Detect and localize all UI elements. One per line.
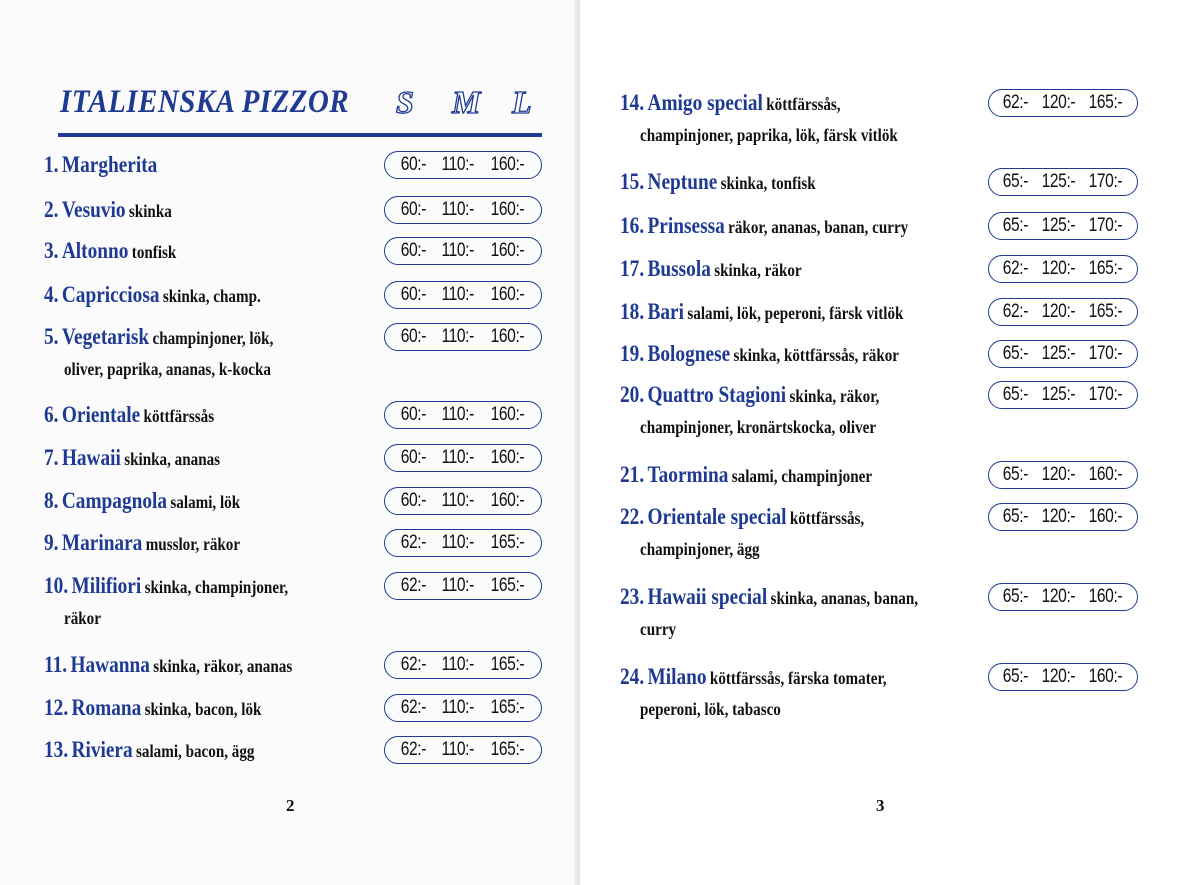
price-medium: 120:- (1041, 464, 1075, 485)
menu-item (44, 236, 202, 269)
price-large: 170:- (1088, 171, 1123, 192)
price-box (384, 323, 542, 351)
price-large: 160:- (491, 240, 525, 261)
pizza-ingredients: salami, lök, peperoni, färsk vitlök (687, 303, 904, 323)
size-label-medium: M (452, 84, 481, 120)
pizza-ingredients: skinka, räkor, (789, 386, 880, 406)
menu-item-line (620, 211, 963, 244)
pizza-ingredients: skinka (128, 201, 172, 221)
price-medium: 125:- (1041, 171, 1075, 192)
price-box (988, 89, 1138, 117)
price-small: 62:- (400, 575, 426, 596)
item-number: 24. (620, 664, 645, 689)
pizza-ingredients: champinjoner, lök, (152, 328, 274, 348)
item-number: 21. (620, 462, 645, 487)
pizza-name: Margherita (61, 152, 158, 177)
pizza-name: Riviera (71, 737, 133, 762)
price-small: 60:- (400, 199, 426, 220)
price-large: 165:- (1088, 258, 1123, 279)
price-small: 62:- (1003, 258, 1029, 279)
pizza-ingredients-continued: champinjoner, kronärtskocka, oliver (640, 417, 877, 437)
menu-item-line (44, 195, 196, 228)
price-medium: 110:- (441, 199, 475, 220)
pizza-ingredients: köttfärssås, färska tomater, (709, 668, 887, 688)
price-box (384, 444, 542, 472)
price-medium: 120:- (1041, 301, 1075, 322)
price-box (384, 572, 542, 600)
item-number: 20. (620, 382, 645, 407)
price-box (384, 487, 542, 515)
price-medium: 110:- (441, 447, 475, 468)
pizza-name: Milano (647, 664, 707, 689)
menu-item-line (44, 650, 339, 683)
pizza-ingredients: skinka, räkor (714, 260, 802, 280)
item-number: 23. (620, 584, 645, 609)
price-box (988, 298, 1138, 326)
menu-item (44, 150, 179, 183)
price-large: 160:- (1088, 666, 1123, 687)
price-large: 160:- (491, 199, 525, 220)
pizza-ingredients: räkor, ananas, banan, curry (728, 217, 909, 237)
menu-item-line (44, 236, 202, 269)
menu-item-text (620, 297, 903, 330)
pizza-name: Hawanna (70, 652, 150, 677)
item-number: 11. (44, 652, 68, 677)
price-box (988, 583, 1138, 611)
price-box (384, 694, 542, 722)
price-large: 160:- (491, 326, 525, 347)
price-medium: 110:- (441, 697, 475, 718)
menu-item (44, 735, 295, 768)
menu-item-line (44, 571, 335, 604)
pizza-ingredients-continued: peperoni, lök, tabasco (640, 699, 781, 719)
price-small: 60:- (400, 154, 426, 175)
price-small: 62:- (400, 739, 426, 760)
price-large: 160:- (491, 447, 525, 468)
price-large: 165:- (491, 654, 525, 675)
pizza-name: Taormina (647, 462, 729, 487)
item-number: 9. (44, 530, 59, 555)
item-number: 15. (620, 169, 645, 194)
pizza-name: Bolognese (647, 341, 731, 366)
pizza-name: Campagnola (61, 488, 168, 513)
pizza-name: Hawaii (61, 445, 121, 470)
pizza-ingredients-continued: champinjoner, ägg (640, 539, 760, 559)
heading-underline (58, 133, 542, 137)
price-large: 160:- (1088, 586, 1123, 607)
item-number: 10. (44, 573, 69, 598)
item-number: 18. (620, 299, 645, 324)
menu-item-line-continued (620, 695, 937, 725)
item-number: 13. (44, 737, 69, 762)
item-number: 17. (620, 256, 645, 281)
price-box (384, 651, 542, 679)
price-small: 65:- (1003, 506, 1029, 527)
pizza-ingredients: skinka, bacon, lök (144, 699, 262, 719)
price-medium: 110:- (441, 404, 475, 425)
price-box (384, 196, 542, 224)
menu-item-line-continued (44, 355, 317, 385)
pizza-ingredients: salami, champinjoner (731, 466, 873, 486)
price-medium: 120:- (1041, 506, 1075, 527)
size-label-large: L (512, 84, 532, 120)
item-number: 22. (620, 504, 645, 529)
menu-item-line (620, 460, 920, 493)
price-small: 65:- (1003, 343, 1029, 364)
price-medium: 110:- (441, 240, 475, 261)
menu-item (620, 582, 975, 645)
menu-item-line (44, 443, 254, 476)
item-number: 6. (44, 402, 59, 427)
menu-item-line (44, 150, 179, 183)
price-small: 65:- (1003, 171, 1029, 192)
pizza-ingredients: köttfärssås, (766, 94, 841, 114)
menu-item (620, 460, 920, 493)
price-small: 65:- (1003, 666, 1029, 687)
menu-item (620, 502, 911, 565)
menu-item-line (620, 254, 836, 287)
pizza-name: Orientale (61, 402, 141, 427)
section-title: ITALIENSKA PIZZOR (60, 84, 350, 120)
menu-item-line (44, 322, 317, 355)
menu-item-text (620, 167, 816, 200)
price-medium: 110:- (441, 654, 475, 675)
menu-item-line (620, 339, 952, 372)
pizza-name: Orientale special (647, 504, 787, 529)
pizza-name: Capricciosa (61, 282, 160, 307)
price-large: 165:- (1088, 92, 1123, 113)
price-small: 62:- (400, 532, 426, 553)
item-number: 1. (44, 152, 59, 177)
price-small: 65:- (1003, 464, 1029, 485)
price-large: 165:- (491, 532, 525, 553)
price-medium: 125:- (1041, 343, 1075, 364)
price-small: 65:- (1003, 586, 1029, 607)
price-large: 165:- (491, 739, 525, 760)
menu-item-text (620, 502, 864, 535)
menu-item-text (44, 735, 254, 768)
menu-item (620, 339, 952, 372)
menu-item (620, 380, 929, 443)
pizza-name: Romana (71, 695, 142, 720)
price-medium: 110:- (441, 284, 475, 305)
price-small: 65:- (1003, 215, 1029, 236)
price-box (988, 168, 1138, 196)
menu-item-text (620, 339, 899, 372)
menu-item-text (44, 571, 288, 604)
menu-item-line (44, 486, 278, 519)
menu-item-text (44, 322, 273, 355)
menu-item-text (44, 400, 214, 433)
pizza-name: Hawaii special (647, 584, 768, 609)
item-number: 16. (620, 213, 645, 238)
pizza-name: Altonno (61, 238, 129, 263)
item-number: 7. (44, 445, 59, 470)
price-box (988, 255, 1138, 283)
menu-item-line (44, 400, 247, 433)
menu-item-text (44, 236, 176, 269)
page-number-left: 2 (286, 796, 295, 815)
item-number: 14. (620, 90, 645, 115)
price-large: 160:- (491, 490, 525, 511)
pizza-name: Milifiori (71, 573, 142, 598)
price-large: 170:- (1088, 343, 1123, 364)
price-small: 60:- (400, 240, 426, 261)
pizza-name: Vesuvio (61, 197, 126, 222)
menu-item-line-continued (620, 121, 947, 151)
pizza-ingredients: köttfärssås (143, 406, 215, 426)
menu-item-text (44, 195, 172, 228)
price-large: 170:- (1088, 215, 1123, 236)
menu-item (44, 650, 339, 683)
pizza-ingredients-continued: räkor (64, 608, 101, 628)
price-large: 160:- (491, 404, 525, 425)
menu-item-text (620, 211, 908, 244)
price-medium: 110:- (441, 575, 475, 596)
price-box (988, 212, 1138, 240)
price-box (988, 381, 1138, 409)
pizza-name: Prinsessa (647, 213, 725, 238)
menu-item-text (620, 380, 879, 413)
pizza-ingredients: skinka, köttfärssås, räkor (733, 345, 900, 365)
menu-item (620, 297, 957, 330)
menu-item-line (620, 167, 853, 200)
menu-item (44, 443, 254, 476)
price-large: 160:- (1088, 464, 1123, 485)
pizza-ingredients-continued: curry (640, 619, 677, 639)
menu-item-line (620, 582, 975, 615)
menu-item-line (44, 528, 277, 561)
menu-item-text (44, 693, 261, 726)
price-large: 160:- (491, 154, 525, 175)
menu-item (44, 400, 247, 433)
menu-item-line (44, 735, 295, 768)
price-medium: 120:- (1041, 586, 1075, 607)
menu-item-line (620, 380, 929, 413)
size-label-small: S (396, 84, 414, 120)
menu-item (44, 195, 196, 228)
price-medium: 110:- (441, 154, 475, 175)
price-box (988, 663, 1138, 691)
menu-item-line (620, 297, 957, 330)
item-number: 4. (44, 282, 59, 307)
menu-item-text (44, 528, 240, 561)
price-small: 60:- (400, 447, 426, 468)
menu-item-line-continued (44, 604, 335, 634)
price-large: 165:- (491, 697, 525, 718)
price-box (384, 237, 542, 265)
menu-item-line (620, 662, 937, 695)
price-large: 165:- (491, 575, 525, 596)
pizza-ingredients: skinka, räkor, ananas (153, 656, 293, 676)
price-medium: 125:- (1041, 384, 1075, 405)
menu-item-line-continued (620, 413, 929, 443)
menu-item-line-continued (620, 615, 975, 645)
pizza-name: Vegetarisk (61, 324, 150, 349)
price-small: 62:- (1003, 92, 1029, 113)
left-page (0, 0, 580, 885)
item-number: 2. (44, 197, 59, 222)
pizza-name: Neptune (647, 169, 718, 194)
price-large: 160:- (1088, 506, 1123, 527)
menu-item-line (44, 693, 303, 726)
pizza-ingredients-continued: oliver, paprika, ananas, k-kocka (64, 359, 271, 379)
pizza-name: Bussola (647, 256, 711, 281)
menu-item (620, 88, 947, 151)
menu-item (44, 571, 335, 634)
pizza-ingredients: skinka, tonfisk (720, 173, 816, 193)
pizza-ingredients: köttfärssås, (789, 508, 865, 528)
pizza-name: Marinara (61, 530, 143, 555)
price-box (384, 736, 542, 764)
price-medium: 120:- (1041, 666, 1075, 687)
price-box (988, 340, 1138, 368)
menu-item-text (44, 443, 220, 476)
menu-item-text (44, 280, 261, 313)
menu-item-text (44, 150, 157, 183)
price-large: 160:- (491, 284, 525, 305)
menu-item (44, 322, 317, 385)
menu-item (44, 486, 278, 519)
menu-item (620, 254, 836, 287)
menu-item-text (620, 582, 918, 615)
price-large: 165:- (1088, 301, 1123, 322)
price-small: 60:- (400, 284, 426, 305)
item-number: 19. (620, 341, 645, 366)
price-medium: 110:- (441, 326, 475, 347)
menu-item-line (620, 502, 911, 535)
pizza-ingredients: skinka, champinjoner, (144, 577, 289, 597)
price-small: 60:- (400, 326, 426, 347)
price-medium: 120:- (1041, 258, 1075, 279)
pizza-ingredients: salami, lök (170, 492, 241, 512)
menu-item-text (44, 650, 292, 683)
price-small: 62:- (400, 654, 426, 675)
menu-item-text (620, 88, 841, 121)
price-small: 62:- (1003, 301, 1029, 322)
price-medium: 110:- (441, 532, 475, 553)
menu-item (620, 211, 963, 244)
menu-item (620, 662, 937, 725)
pizza-ingredients: skinka, champ. (162, 286, 261, 306)
pizza-ingredients: musslor, räkor (145, 534, 241, 554)
pizza-name: Amigo special (647, 90, 763, 115)
price-medium: 120:- (1041, 92, 1075, 113)
pizza-ingredients: tonfisk (131, 242, 177, 262)
menu-item-text (620, 460, 872, 493)
menu-item-text (620, 662, 887, 695)
price-box (988, 461, 1138, 489)
pizza-ingredients: skinka, ananas, banan, (770, 588, 919, 608)
price-small: 60:- (400, 404, 426, 425)
pizza-ingredients: salami, bacon, ägg (136, 741, 255, 761)
menu-item-line-continued (620, 535, 911, 565)
price-box (384, 529, 542, 557)
page-number-right: 3 (876, 796, 885, 815)
price-large: 170:- (1088, 384, 1123, 405)
menu-item (44, 693, 303, 726)
price-medium: 110:- (441, 490, 475, 511)
item-number: 12. (44, 695, 69, 720)
menu-item-text (44, 486, 240, 519)
price-box (384, 151, 542, 179)
price-box (384, 281, 542, 309)
price-small: 62:- (400, 697, 426, 718)
menu-item (44, 280, 302, 313)
item-number: 3. (44, 238, 59, 263)
price-medium: 125:- (1041, 215, 1075, 236)
item-number: 8. (44, 488, 59, 513)
price-box (384, 401, 542, 429)
pizza-ingredients-continued: champinjoner, paprika, lök, färsk vitlök (640, 125, 898, 145)
menu-item-text (620, 254, 802, 287)
price-box (988, 503, 1138, 531)
pizza-name: Bari (647, 299, 685, 324)
item-number: 5. (44, 324, 59, 349)
pizza-name: Quattro Stagioni (647, 382, 787, 407)
pizza-ingredients: skinka, ananas (124, 449, 221, 469)
menu-item-line (44, 280, 302, 313)
menu-item (620, 167, 853, 200)
menu-heading (60, 84, 542, 134)
menu-item (44, 528, 277, 561)
right-page (580, 0, 1200, 885)
price-small: 65:- (1003, 384, 1029, 405)
price-small: 60:- (400, 490, 426, 511)
menu-item-line (620, 88, 947, 121)
price-medium: 110:- (441, 739, 475, 760)
